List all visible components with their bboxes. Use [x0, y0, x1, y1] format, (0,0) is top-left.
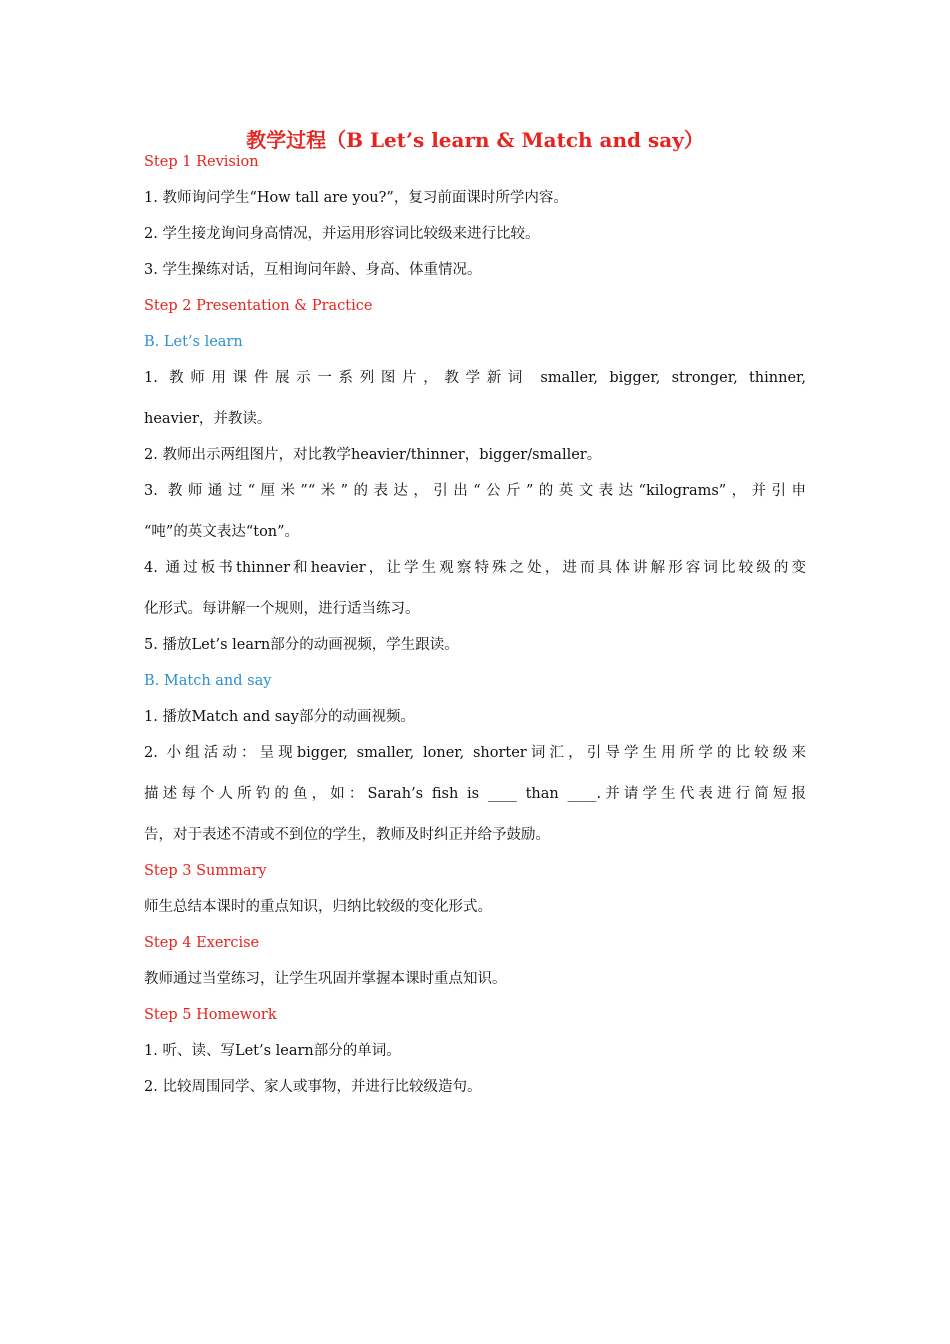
step2-heading: Step 2 Presentation & Practice — [144, 298, 373, 314]
learn-item-3: 3. 教师通过“厘米”“米”的表达，引出“公斤”的英文表达“kilograms”，并引申 — [144, 483, 806, 499]
step5-item-1: 1. 听、读、写Let’s learn部分的单词。 — [144, 1043, 401, 1059]
match-say-subheading: B. Match and say — [144, 673, 272, 689]
step5-item-2: 2. 比较周围同学、家人或事物，并进行比较级造句。 — [144, 1079, 482, 1095]
learn-item-4-cont: 化形式。每讲解一个规则，进行适当练习。 — [144, 601, 420, 617]
learn-item-4: 4. 通过板书thinner和heavier，让学生观察特殊之处，进而具体讲解形容词比较级的变 — [144, 560, 806, 576]
lets-learn-subheading: B. Let’s learn — [144, 334, 243, 350]
match-item-2: 2. 小组活动：呈现bigger, smaller, loner, shorter词汇，引导学生用所学的比较级来 — [144, 745, 806, 761]
document-title: 教学过程（B Let’s learn & Match and say） — [246, 128, 704, 152]
step5-heading: Step 5 Homework — [144, 1007, 277, 1023]
learn-item-1: 1. 教师用课件展示一系列图片，教学新词 smaller, bigger, stronger, thinner, — [144, 370, 806, 386]
match-item-1: 1. 播放Match and say部分的动画视频。 — [144, 709, 415, 725]
step3-heading: Step 3 Summary — [144, 863, 267, 879]
step1-item-3: 3. 学生操练对话，互相询问年龄、身高、体重情况。 — [144, 262, 482, 278]
step1-heading: Step 1 Revision — [144, 154, 259, 170]
step4-text: 教师通过当堂练习，让学生巩固并掌握本课时重点知识。 — [144, 971, 507, 987]
step4-heading: Step 4 Exercise — [144, 935, 260, 951]
step1-item-2: 2. 学生接龙询问身高情况，并运用形容词比较级来进行比较。 — [144, 226, 540, 242]
step1-item-1: 1. 教师询问学生“How tall are you?”，复习前面课时所学内容。 — [144, 190, 568, 206]
match-item-2-cont2: 告，对于表述不清或不到位的学生，教师及时纠正并给予鼓励。 — [144, 827, 550, 843]
step3-text: 师生总结本课时的重点知识，归纳比较级的变化形式。 — [144, 899, 492, 915]
match-item-2-cont: 描述每个人所钓的鱼，如：Sarah’s fish is ____ than ____.并请学生代表进行简短报 — [144, 786, 806, 802]
learn-item-3-cont: “吨”的英文表达“ton”。 — [144, 524, 300, 540]
learn-item-5: 5. 播放Let’s learn部分的动画视频，学生跟读。 — [144, 637, 459, 653]
learn-item-2: 2. 教师出示两组图片，对比教学heavier/thinner，bigger/smaller。 — [144, 447, 602, 463]
learn-item-1-cont: heavier，并教读。 — [144, 411, 272, 427]
